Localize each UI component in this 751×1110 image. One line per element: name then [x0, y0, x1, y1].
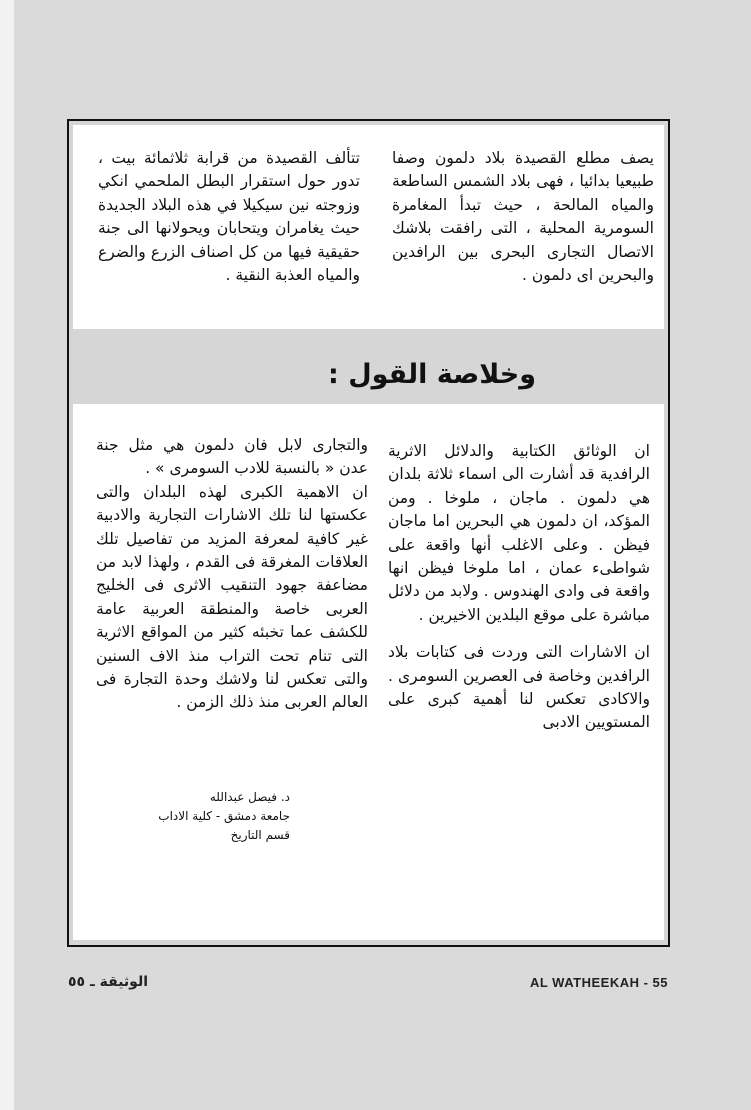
author-department: قسم التاريخ	[230, 828, 290, 842]
footer-page-label-latin: AL WATHEEKAH - 55	[529, 975, 668, 990]
section-heading: وخلاصة القول :	[328, 359, 536, 390]
paragraph: ان الاهمية الكبرى لهذه البلدان والتى عكستها لنا تلك الاشارات التجارية والادبية غير كافية لمعرفة المزيد من تفاصيل تلك العلاقات المغرقة فى القدم ، ولهذا لابد من مضاعفة جهود التنقيب الاثرى فى الخليج العربى خاصة والمنطقة العربية عامة للكشف عما تخبئه كثير من المواقع الاثرية التى تنام تحت التراب منذ الاف السنين والتى تعكس لنا ولاشك وحدة التجارة فى العالم العربى منذ ذلك الزمن .	[96, 482, 368, 712]
paragraph: والتجارى لابل فان دلمون هي مثل جنة عدن « بالنسبة للادب السومرى » .	[96, 436, 368, 478]
footer-page-label-arabic: الوثيقة ـ ٥٥	[68, 974, 148, 990]
scan-margin	[0, 0, 14, 1110]
paragraph: تتألف القصيدة من قرابة ثلاثمائة بيت ، تدور حول استقرار البطل الملحمي انكي وزوجته نين سيكيلا في هذه البلاد الجديدة حيث يغامران ويتحابان ويحولانها الى جنة حقيقية فيها من كل اصناف الزرع والضرع والمياه العذبة النقية .	[98, 149, 360, 285]
column-bottom-left	[96, 434, 368, 715]
column-bottom-right	[388, 440, 650, 735]
paragraph: ان الوثائق الكتابية والدلائل الاثرية الرافدية قد أشارت الى اسماء ثلاثة بلدان هي دلمون . ماجان ، ملوخا . ومن المؤكد، ان دلمون هي البحرين اما ماجان فيظن . وعلى الاغلب أنها واقعة على شواطىء عمان ، اما ملوخا فيظن انها واقعة فى وادى الهندوس . ولابد من دلائل مباشرة على موقع البلدين الاخيرين .	[388, 442, 650, 624]
author-name: د. فيصل عبدالله	[209, 790, 290, 804]
author-affiliation: جامعة دمشق - كلية الاداب	[158, 809, 290, 823]
paragraph: يصف مطلع القصيدة بلاد دلمون وصفا طبيعيا بدائيا ، فهى بلاد الشمس الساطعة والمياه المالحة ، حيث تبدأ المغامرة السومرية المحلية ، التى رافقت بلاشك الاتصال التجارى البحرى بين الرافدين والبحرين اى دلمون .	[392, 149, 654, 285]
paragraph: ان الاشارات التى وردت فى كتابات بلاد الرافدين وخاصة فى العصرين السومرى . والاكادى تعكس لنا أهمية كبرى على المستويين الادبى	[388, 643, 650, 732]
author-signature	[130, 788, 290, 845]
column-top-left	[98, 147, 360, 287]
column-top-right	[392, 147, 654, 287]
